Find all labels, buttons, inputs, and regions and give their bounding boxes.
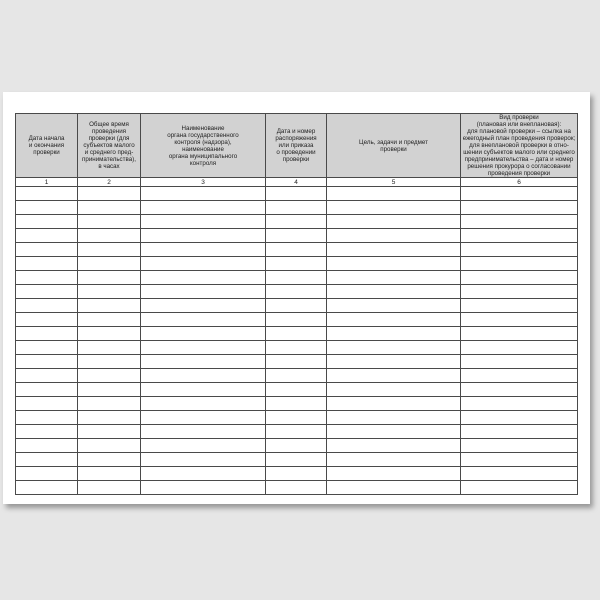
table-cell: [266, 369, 327, 383]
column-header-duration: Общее время проведения проверки (для субъектов малого и среднего пред- принимательства), в часах: [78, 114, 141, 178]
table-cell: [327, 257, 461, 271]
table-row: [16, 439, 578, 453]
table-cell: [78, 453, 141, 467]
table-cell: [78, 355, 141, 369]
column-header-authority: Наименование органа государственного контроля (надзора), наименование органа муниципального контроля: [141, 114, 266, 178]
table-row: [16, 481, 578, 495]
table-cell: [266, 411, 327, 425]
column-header-dates: Дата начала и окончания проверки: [16, 114, 78, 178]
table-cell: [141, 355, 266, 369]
table-cell: [141, 229, 266, 243]
column-number: 6: [461, 178, 578, 187]
table-row: [16, 383, 578, 397]
table-cell: [327, 341, 461, 355]
table-cell: [78, 285, 141, 299]
table-cell: [141, 425, 266, 439]
table-cell: [16, 215, 78, 229]
table-cell: [327, 313, 461, 327]
table-cell: [16, 425, 78, 439]
table-cell: [78, 411, 141, 425]
table-cell: [266, 481, 327, 495]
header-row: [16, 114, 578, 178]
table-cell: [327, 425, 461, 439]
table-row: [16, 299, 578, 313]
table-cell: [78, 383, 141, 397]
table-cell: [78, 327, 141, 341]
table-row: [16, 411, 578, 425]
table-cell: [141, 187, 266, 201]
table-cell: [461, 271, 578, 285]
table-row: [16, 215, 578, 229]
table-cell: [461, 313, 578, 327]
table-cell: [78, 425, 141, 439]
table-cell: [141, 327, 266, 341]
column-number: 2: [78, 178, 141, 187]
table-cell: [327, 397, 461, 411]
table-row: [16, 397, 578, 411]
table-cell: [461, 243, 578, 257]
table-row: [16, 327, 578, 341]
table-cell: [16, 481, 78, 495]
column-header-order: Дата и номер распоряжения или приказа о проведении проверки: [266, 114, 327, 178]
table-cell: [327, 411, 461, 425]
inspection-journal-table: [15, 113, 578, 495]
table-cell: [141, 439, 266, 453]
table-cell: [266, 271, 327, 285]
table-cell: [461, 383, 578, 397]
table-cell: [141, 215, 266, 229]
table-cell: [16, 229, 78, 243]
table-cell: [461, 327, 578, 341]
table-cell: [327, 369, 461, 383]
table-cell: [327, 453, 461, 467]
table-cell: [266, 243, 327, 257]
table-cell: [141, 397, 266, 411]
table-cell: [266, 397, 327, 411]
table-cell: [141, 467, 266, 481]
table-cell: [16, 397, 78, 411]
table-cell: [461, 355, 578, 369]
table-cell: [16, 355, 78, 369]
table-cell: [16, 369, 78, 383]
table-cell: [327, 467, 461, 481]
table-cell: [141, 243, 266, 257]
table-cell: [16, 313, 78, 327]
table-cell: [266, 229, 327, 243]
table-cell: [16, 439, 78, 453]
table-row: [16, 271, 578, 285]
table-cell: [141, 453, 266, 467]
table-cell: [141, 285, 266, 299]
table-cell: [78, 397, 141, 411]
table-cell: [266, 327, 327, 341]
table-cell: [16, 411, 78, 425]
table-row: [16, 313, 578, 327]
table-cell: [327, 439, 461, 453]
table-cell: [461, 369, 578, 383]
table-cell: [327, 481, 461, 495]
table-cell: [461, 341, 578, 355]
table-cell: [141, 481, 266, 495]
table-cell: [141, 271, 266, 285]
column-number: 4: [266, 178, 327, 187]
table-cell: [16, 285, 78, 299]
table-cell: [266, 257, 327, 271]
table-cell: [266, 201, 327, 215]
journal-page: [3, 92, 590, 504]
table-cell: [78, 467, 141, 481]
table-cell: [327, 383, 461, 397]
table-cell: [327, 215, 461, 229]
table-cell: [16, 243, 78, 257]
table-cell: [461, 439, 578, 453]
table-row: [16, 187, 578, 201]
column-number-row: [16, 178, 578, 187]
table-cell: [461, 453, 578, 467]
table-cell: [16, 187, 78, 201]
column-header-inspection-type: Вид проверки (плановая или внеплановая): для плановой проверки – ссылка на ежегодный план проведения проверок; для внеплановой проверки в отно- шении субъектов малого или среднего предпринимательства – дата и номер решения прокурора о согласовании проведения проверки: [461, 114, 578, 178]
table-row: [16, 257, 578, 271]
table-cell: [78, 313, 141, 327]
table-cell: [327, 271, 461, 285]
table-cell: [461, 397, 578, 411]
table-cell: [327, 299, 461, 313]
table-cell: [266, 187, 327, 201]
table-cell: [141, 313, 266, 327]
table-cell: [461, 215, 578, 229]
table-cell: [16, 341, 78, 355]
table-row: [16, 355, 578, 369]
table-cell: [78, 187, 141, 201]
column-header-purpose: Цель, задачи и предмет проверки: [327, 114, 461, 178]
table-cell: [327, 327, 461, 341]
table-cell: [461, 467, 578, 481]
table-cell: [327, 229, 461, 243]
table-cell: [16, 201, 78, 215]
table-cell: [78, 271, 141, 285]
table-cell: [16, 467, 78, 481]
table-row: [16, 229, 578, 243]
table-cell: [16, 327, 78, 341]
table-cell: [461, 425, 578, 439]
table-cell: [78, 439, 141, 453]
table-row: [16, 369, 578, 383]
table-cell: [327, 243, 461, 257]
table-cell: [141, 299, 266, 313]
table-cell: [78, 299, 141, 313]
table-cell: [16, 383, 78, 397]
table-row: [16, 425, 578, 439]
table-cell: [16, 271, 78, 285]
table-cell: [266, 425, 327, 439]
table-cell: [78, 481, 141, 495]
table-cell: [461, 285, 578, 299]
table-cell: [266, 383, 327, 397]
table-cell: [16, 257, 78, 271]
table-row: [16, 201, 578, 215]
table-cell: [16, 299, 78, 313]
table-cell: [141, 411, 266, 425]
table-cell: [78, 201, 141, 215]
table-cell: [266, 355, 327, 369]
table-cell: [78, 229, 141, 243]
table-cell: [16, 453, 78, 467]
column-number: 3: [141, 178, 266, 187]
table-cell: [461, 187, 578, 201]
table-cell: [461, 201, 578, 215]
table-row: [16, 285, 578, 299]
table-cell: [78, 369, 141, 383]
table-cell: [78, 243, 141, 257]
table-cell: [266, 285, 327, 299]
table-cell: [141, 257, 266, 271]
column-number: 5: [327, 178, 461, 187]
column-number: 1: [16, 178, 78, 187]
table-row: [16, 467, 578, 481]
table-cell: [266, 341, 327, 355]
table-cell: [266, 439, 327, 453]
table-cell: [461, 229, 578, 243]
table-cell: [78, 215, 141, 229]
table-cell: [141, 341, 266, 355]
table-cell: [266, 453, 327, 467]
table-cell: [141, 201, 266, 215]
table-cell: [461, 411, 578, 425]
table-cell: [141, 383, 266, 397]
table-cell: [327, 285, 461, 299]
table-cell: [327, 201, 461, 215]
table-cell: [327, 187, 461, 201]
table-cell: [266, 299, 327, 313]
table-cell: [266, 313, 327, 327]
table-cell: [461, 257, 578, 271]
table-row: [16, 243, 578, 257]
table-cell: [327, 355, 461, 369]
table-cell: [78, 341, 141, 355]
table-row: [16, 341, 578, 355]
table-row: [16, 453, 578, 467]
table-cell: [78, 257, 141, 271]
table-cell: [266, 215, 327, 229]
table-cell: [141, 369, 266, 383]
table-cell: [266, 467, 327, 481]
table-cell: [461, 299, 578, 313]
table-cell: [461, 481, 578, 495]
